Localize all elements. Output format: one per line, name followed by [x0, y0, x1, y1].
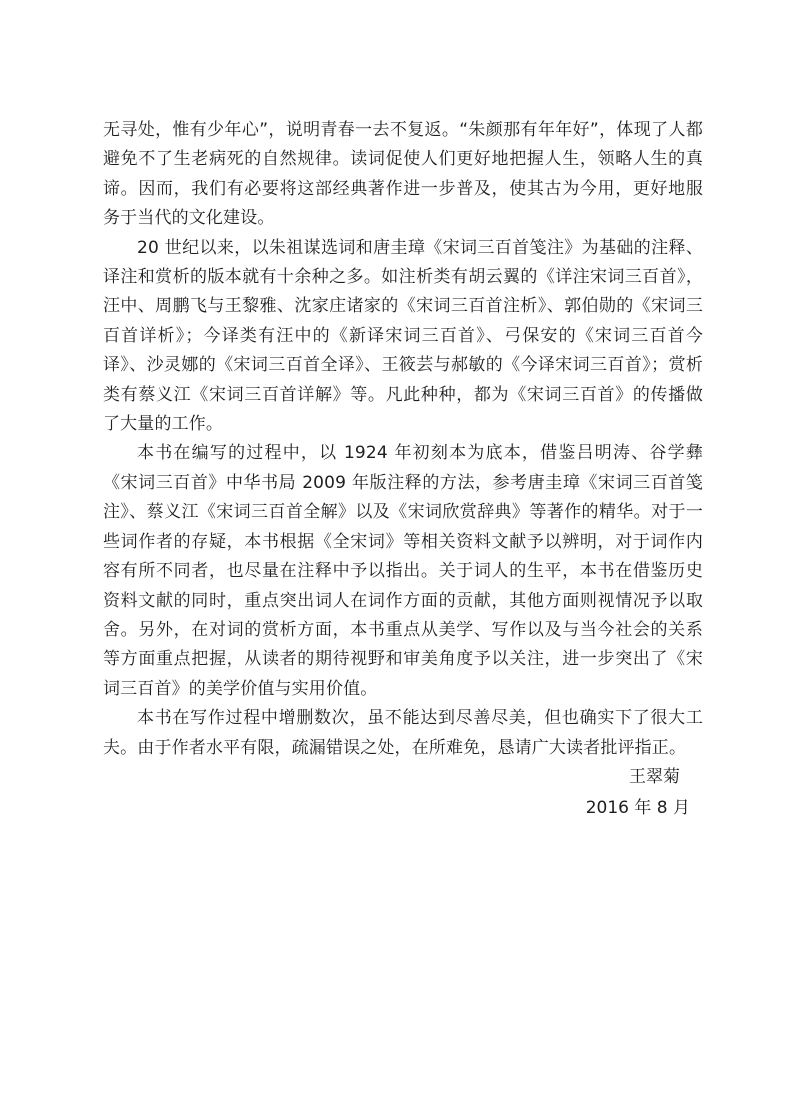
paragraph-2: 20 世纪以来，以朱祖谋选词和唐圭璋《宋词三百首笺注》为基础的注释、译注和赏析的版本就有十余种之多。如注析类有胡云翼的《详注宋词三百首》，汪中、周鹏飞与王黎雅、沈家庄诸家的《宋词三百首注析》、郭伯勋的《宋词三百首详析》；今译类有汪中的《新译宋词三百首》、弓保安的《宋词三百首今译》、沙灵娜的《宋词三百首全译》、王筱芸与郝敏的《今译宋词三百首》；赏析类有蔡义江《宋词三百首详解》等。凡此种种，都为《宋词三百首》的传播做了大量的工作。	[103, 237, 703, 435]
signature-date: 2016 年 8 月	[585, 798, 690, 818]
paragraph-4: 本书在写作过程中增删数次，虽不能达到尽善尽美，但也确实下了很大工夫。由于作者水平有限，疏漏错误之处，在所难免，恳请广大读者批评指正。	[103, 708, 703, 758]
paragraph-3: 本书在编写的过程中，以 1924 年初刻本为底本，借鉴吕明涛、谷学彝《宋词三百首》中华书局 2009 年版注释的方法，参考唐圭璋《宋词三百首笺注》、蔡义江《宋词三百首全解》以及《宋词欣赏辞典》等著作的精华。对于一些词作者的存疑，本书根据《全宋词》等相关资料文献予以辨明，对于词作内容有所不同者，也尽量在注释中予以指出。关于词人的生平，本书在借鉴历史资料文献的同时，重点突出词人在词作方面的贡献，其他方面则视情况予以取舍。另外，在对词的赏析方面，本书重点从美学、写作以及与当今社会的关系等方面重点把握，从读者的期待视野和审美角度予以关注，进一步突出了《宋词三百首》的美学价值与实用价值。	[103, 443, 703, 699]
paragraph-1: 无寻处，惟有少年心”，说明青春一去不复返。“朱颜那有年年好”，体现了人都避免不了生老病死的自然规律。读词促使人们更好地把握人生，领略人生的真谛。因而，我们有必要将这部经典著作进一步普及，使其古为今用，更好地服务于当代的文化建设。	[103, 120, 703, 229]
signature-block	[586, 762, 690, 824]
author-name: 王翠菊	[629, 767, 680, 787]
preface-body	[103, 116, 703, 763]
